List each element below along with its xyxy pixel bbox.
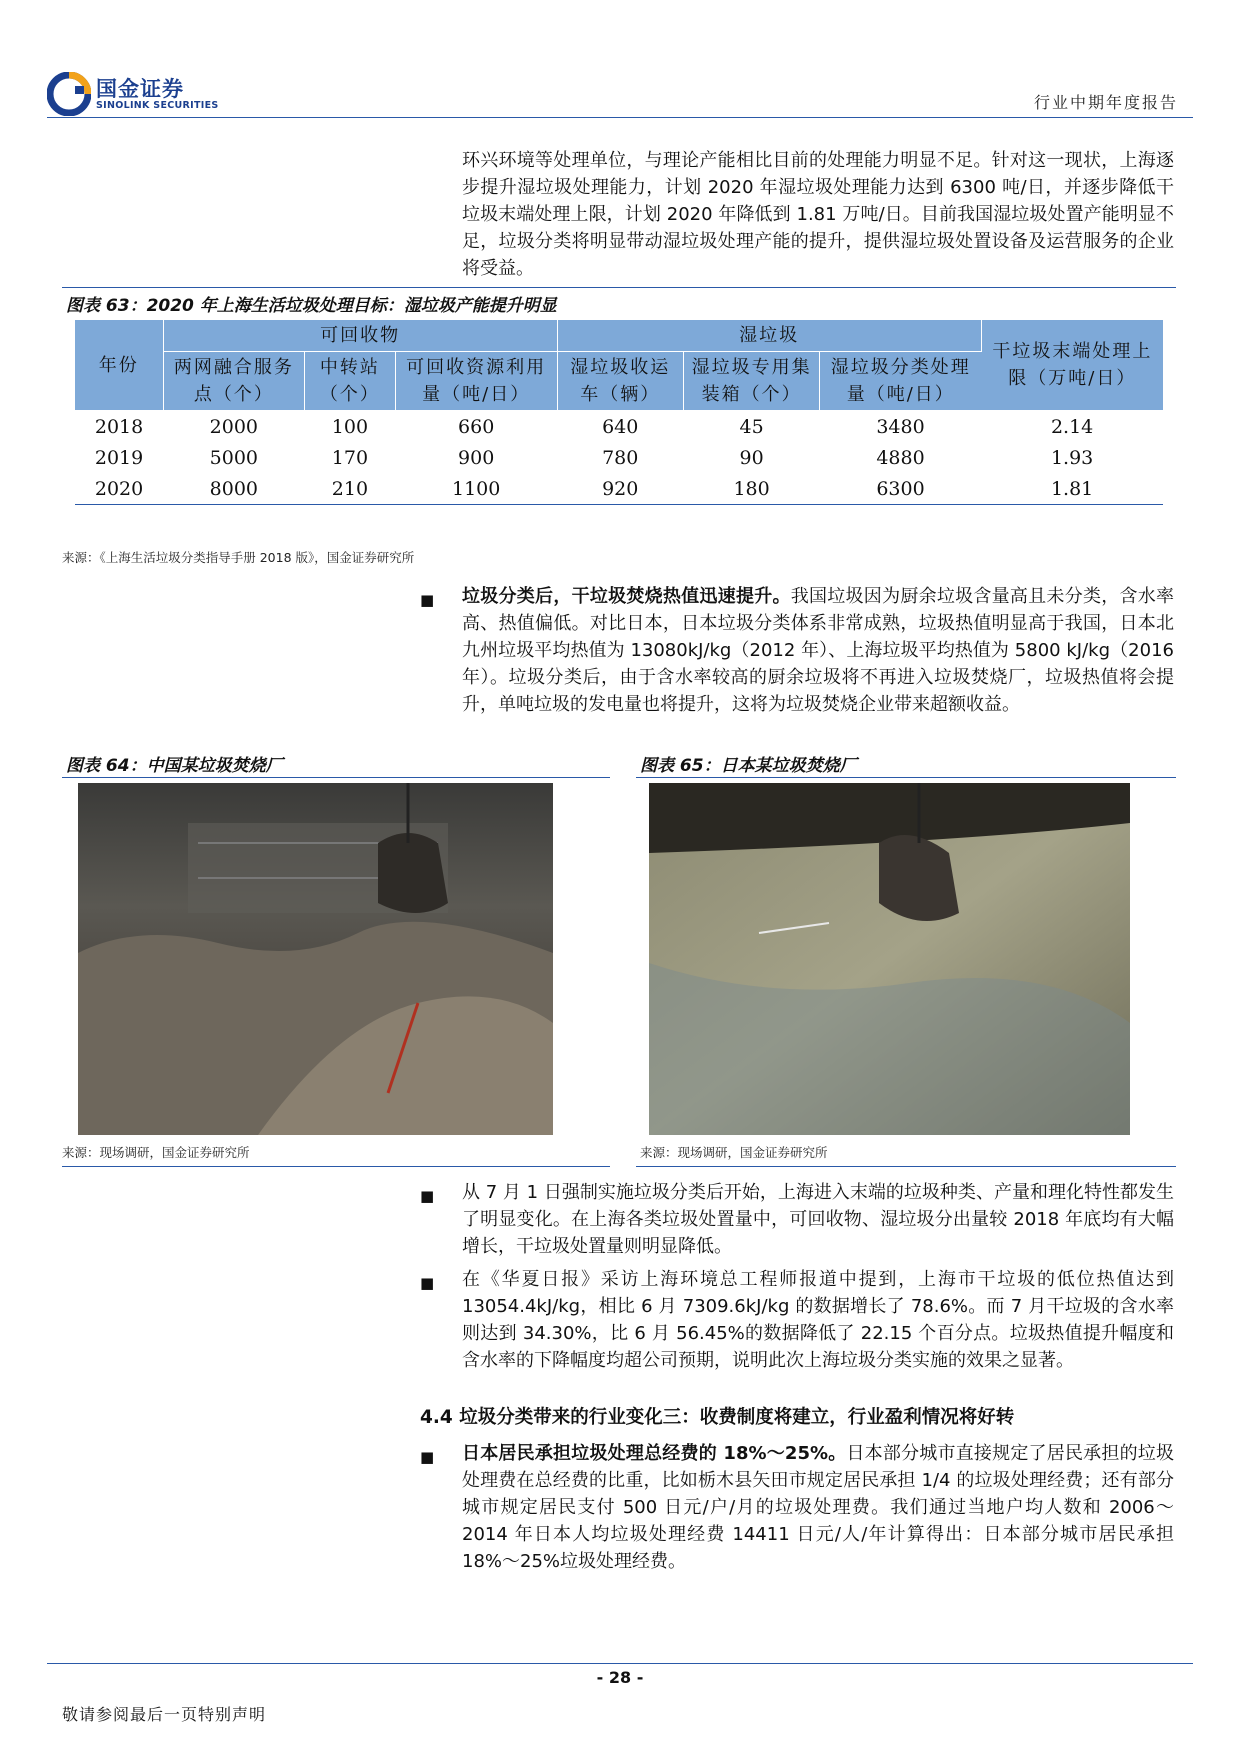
cell: 210 [305,473,396,505]
cell: 1100 [395,473,557,505]
bullet4-text-wrap [462,1440,1174,1575]
figure65-title: 图表 65：日本某垃圾焚烧厂 [640,756,857,776]
cell: 6300 [820,473,981,505]
bullet-paragraph-2 [420,1179,1174,1260]
incinerator-japan-photo [649,783,1130,1135]
table63-title: 图表 63：2020 年上海生活垃圾处理目标：湿垃圾产能提升明显 [66,296,557,316]
cell: 900 [458,446,495,469]
figure64-source: 来源：现场调研，国金证券研究所 [62,1145,250,1160]
company-logo-icon [47,72,91,116]
cell: 1.93 [1050,446,1094,469]
cell: 5000 [209,446,259,469]
table63 [75,320,1163,505]
bullet2-text: 从 7 月 1 日强制实施垃圾分类后开始，上海进入末端的垃圾种类、产量和理化特性都发生了明显变化。在上海各类垃圾处置量中，可回收物、湿垃圾分出量较 2018 年底均有大幅增长，干垃圾处置量则明显降低。 [462,1182,1174,1257]
bullet3-text: 在《华夏日报》采访上海环境总工程师报道中提到，上海市干垃圾的低位热值达到 13054.4kJ/kg，相比 6 月 7309.6kJ/kg 的数据增长了 78.6%。而 7 月干垃圾的含水率则达到 34.30%，比 6 月 56.45%的数据降低了 22.15 个百分点。垃圾热值提升幅度和含水率的下降幅度均超公司预期，说明此次上海垃圾分类实施的效果之显著。 [462,1269,1174,1371]
group-recyclable-header: 可回收物 [163,320,557,352]
figure64-title: 图表 64：中国某垃圾焚烧厂 [66,756,283,776]
cell: 170 [331,446,369,469]
bullet-square-icon: ■ [420,1448,435,1466]
incinerator-china-photo [78,783,553,1135]
cell: 45 [739,415,764,438]
subcol-header: 可回收资源利用量（吨/日） [395,352,557,411]
header-divider [47,117,1193,118]
cell: 100 [331,415,369,438]
bullet-square-icon: ■ [420,1187,435,1205]
cell: 4880 [876,446,925,469]
table-row [75,442,1163,473]
cell: 1.81 [981,473,1163,505]
cell: 90 [739,446,764,469]
report-type: 行业中期年度报告 [1033,93,1178,112]
subcol-header: 湿垃圾收运车（辆） [557,352,683,411]
bullet-paragraph-1 [420,583,1175,718]
subcol-header: 两网融合服务点（个） [163,352,305,411]
cell: 660 [458,415,495,438]
figure65-bottom-rule [636,1166,1176,1167]
footer-divider [47,1663,1193,1664]
cell: 3480 [876,415,925,438]
intro-text: 环兴环境等处理单位，与理论产能相比目前的处理能力明显不足。针对这一现状，上海逐步提升湿垃圾处理能力，计划 2020 年湿垃圾处理能力达到 6300 吨/日，并逐步降低干垃圾末端处理上限，计划 2020 年降低到 1.81 万吨/日。目前我国湿垃圾处置产能明显不足，垃圾分类将明显带动湿垃圾处理产能的提升，提供湿垃圾处置设备及运营服务的企业将受益。 [462,150,1174,279]
table-row [75,473,1163,505]
footer-disclaimer: 敬请参阅最后一页特别声明 [62,1705,267,1724]
cell: 640 [602,415,639,438]
cell: 2.14 [1050,415,1094,438]
section-heading: 4.4 垃圾分类带来的行业变化三：收费制度将建立，行业盈利情况将好转 [420,1407,1015,1428]
group-wet-header: 湿垃圾 [557,320,981,352]
company-name-en: SINOLINK SECURITIES [96,100,219,111]
bullet1-text-wrap [462,583,1174,718]
intro-paragraph [462,147,1174,282]
cell: 780 [602,446,639,469]
company-name-cn: 国金证券 [96,77,184,101]
col-dry-header: 干垃圾末端处理上限（万吨/日） [981,320,1163,411]
cell: 920 [557,473,683,505]
table-row [75,411,1163,443]
page-number: - 28 - [596,1668,644,1687]
bullet1-text: 我国垃圾因为厨余垃圾含量高且未分类，含水率高、热值偏低。对比日本，日本垃圾分类体系非常成熟，垃圾热值明显高于我国，日本北九州垃圾平均热值为 13080kJ/kg（2012 年）、上海垃圾平均热值为 5800 kJ/kg（2016 年）。垃圾分类后，由于含水率较高的厨余垃圾将不再进入垃圾焚烧厂，垃圾热值将会提升，单吨垃圾的发电量也将提升，这将为垃圾焚烧企业带来超额收益。 [462,586,1175,715]
figure64-bottom-rule [62,1166,610,1167]
cell: 2019 [94,446,144,469]
table63-source: 来源：《上海生活垃圾分类指导手册 2018 版》，国金证券研究所 [62,550,415,565]
subcol-header: 湿垃圾专用集装箱（个） [683,352,819,411]
bullet-square-icon: ■ [420,591,435,609]
cell: 180 [683,473,819,505]
cell: 2020 [75,473,163,505]
bullet4-text: 日本部分城市直接规定了居民承担的垃圾处理费在总经费的比重，比如栃木县矢田市规定居民承担 1/4 的垃圾处理经费；还有部分城市规定居民支付 500 日元/户/月的垃圾处理费。我们通过当地户均人数和 2006～2014 年日本人均垃圾处理经费 14411 日元/人/年计算得出：日本部分城市居民承担 18%～25%垃圾处理经费。 [462,1443,1175,1572]
cell: 8000 [163,473,305,505]
subcol-header: 湿垃圾分类处理量（吨/日） [820,352,981,411]
cell: 2000 [209,415,259,438]
bullet1-lead: 垃圾分类后，干垃圾焚烧热值迅速提升。 [462,586,791,607]
bullet-paragraph-3 [420,1266,1174,1374]
cell: 2018 [94,415,144,438]
bullet-paragraph-4 [420,1440,1175,1575]
subcol-header: 中转站（个） [305,352,396,411]
bullet4-lead: 日本居民承担垃圾处理总经费的 18%～25%。 [462,1443,847,1464]
figure65-rule [636,777,1176,778]
figure-rule-top [62,287,1176,288]
figure64-rule [62,777,610,778]
col-year-header: 年份 [75,320,163,411]
figure65-source: 来源：现场调研，国金证券研究所 [640,1145,828,1160]
bullet-square-icon: ■ [420,1274,435,1292]
